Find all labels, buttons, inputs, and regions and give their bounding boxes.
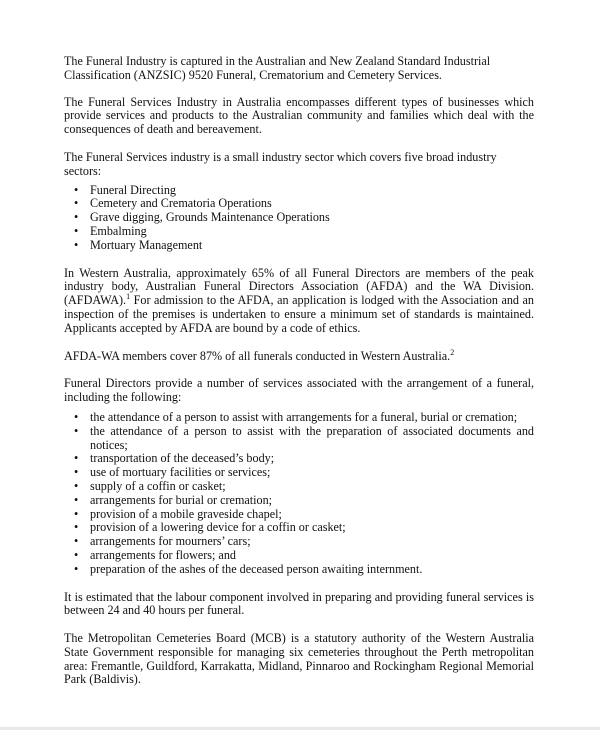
list-item: • the attendance of a person to assist with the preparation of associated documents and notices; [74,423,534,452]
bullet-icon: • [74,223,79,238]
list-item: • arrangements for flowers; and [74,547,236,562]
services-industry-paragraph: The Funeral Services Industry in Australia encompasses different types of businesses which provide services and products to the Australian community and families which deal with the consequences of death and bereavement. [64,94,534,137]
bullet-icon: • [74,520,79,535]
services-intro-paragraph: Funeral Directors provide a number of services associated with the arrangement of a funeral, including the following: [64,376,534,405]
sectors-intro-paragraph: The Funeral Services industry is a small industry sector which covers five broad industry sectors: [64,149,497,178]
list-item: • supply of a coffin or casket; [74,478,226,493]
bullet-icon: • [74,423,79,438]
bullet-icon: • [74,547,79,562]
mcb-paragraph: The Metropolitan Cemeteries Board (MCB) is a statutory authority of the Western Australia State Government responsible for managing six cemeteries throughout the Perth metropolitan area: Fremantle, Guildford, Karrakatta, Midland, Pinnaroo and Rockingham Regional Memorial Park (Baldivis). [64,631,534,687]
list-item: • use of mortuary facilities or services; [74,465,271,480]
bullet-icon: • [74,237,79,252]
bullet-icon: • [74,561,79,576]
bullet-icon: • [74,182,79,197]
list-item: • provision of a lowering device for a coffin or casket; [74,520,346,535]
bullet-icon: • [74,534,79,549]
list-item: • provision of a mobile graveside chapel; [74,506,282,521]
list-item: • Cemetery and Crematoria Operations [74,196,272,211]
labour-paragraph: It is estimated that the labour component involved in preparing and providing funeral services is between 24 and 40 hours per funeral. [64,589,534,618]
list-item: • Funeral Directing [74,182,176,197]
sectors-list [64,184,534,253]
list-item: • preparation of the ashes of the deceased person awaiting internment. [74,561,423,576]
bullet-icon: • [74,478,79,493]
footnote-marker-2: 2 [450,347,455,357]
bullet-icon: • [74,210,79,225]
list-item: • Mortuary Management [74,237,203,252]
bullet-icon: • [74,506,79,521]
list-item: • transportation of the deceased’s body; [74,451,275,466]
list-item: • Embalming [74,223,147,238]
list-item: • arrangements for mourners’ cars; [74,534,251,549]
bullet-icon: • [74,196,79,211]
list-item: • arrangements for burial or cremation; [74,492,273,507]
footnote-marker-1: 1 [126,292,131,302]
bullet-icon: • [74,465,79,480]
list-item: • the attendance of a person to assist with arrangements for a funeral, burial or cremation; [74,409,518,424]
services-list [64,411,534,577]
bullet-icon: • [74,409,79,424]
bullet-icon: • [74,451,79,466]
wa-membership-paragraph: In Western Australia, approximately 65% of all Funeral Directors are members of the peak industry body, Australian Funeral Directors Association (AFDA) and the WA Division. (AFDAWA).$^1$ For admission to the AFDA, an application is lodged with the Association and an inspection of the premises is undertaken to ensure a minimum set of standards is maintained. Applicants accepted by AFDA are bound by a code of ethics. [64,265,534,335]
afda-coverage-paragraph: AFDA-WA members cover 87% of all funerals conducted in Western Australia.$^2$ [64,347,455,363]
intro-paragraph: The Funeral Industry is captured in the Australian and New Zealand Standard Industrial Classification (ANZSIC) 9520 Funeral, Crematorium and Cemetery Services. [64,54,491,82]
bullet-icon: • [74,492,79,507]
list-item: • Grave digging, Grounds Maintenance Operations [74,210,330,225]
